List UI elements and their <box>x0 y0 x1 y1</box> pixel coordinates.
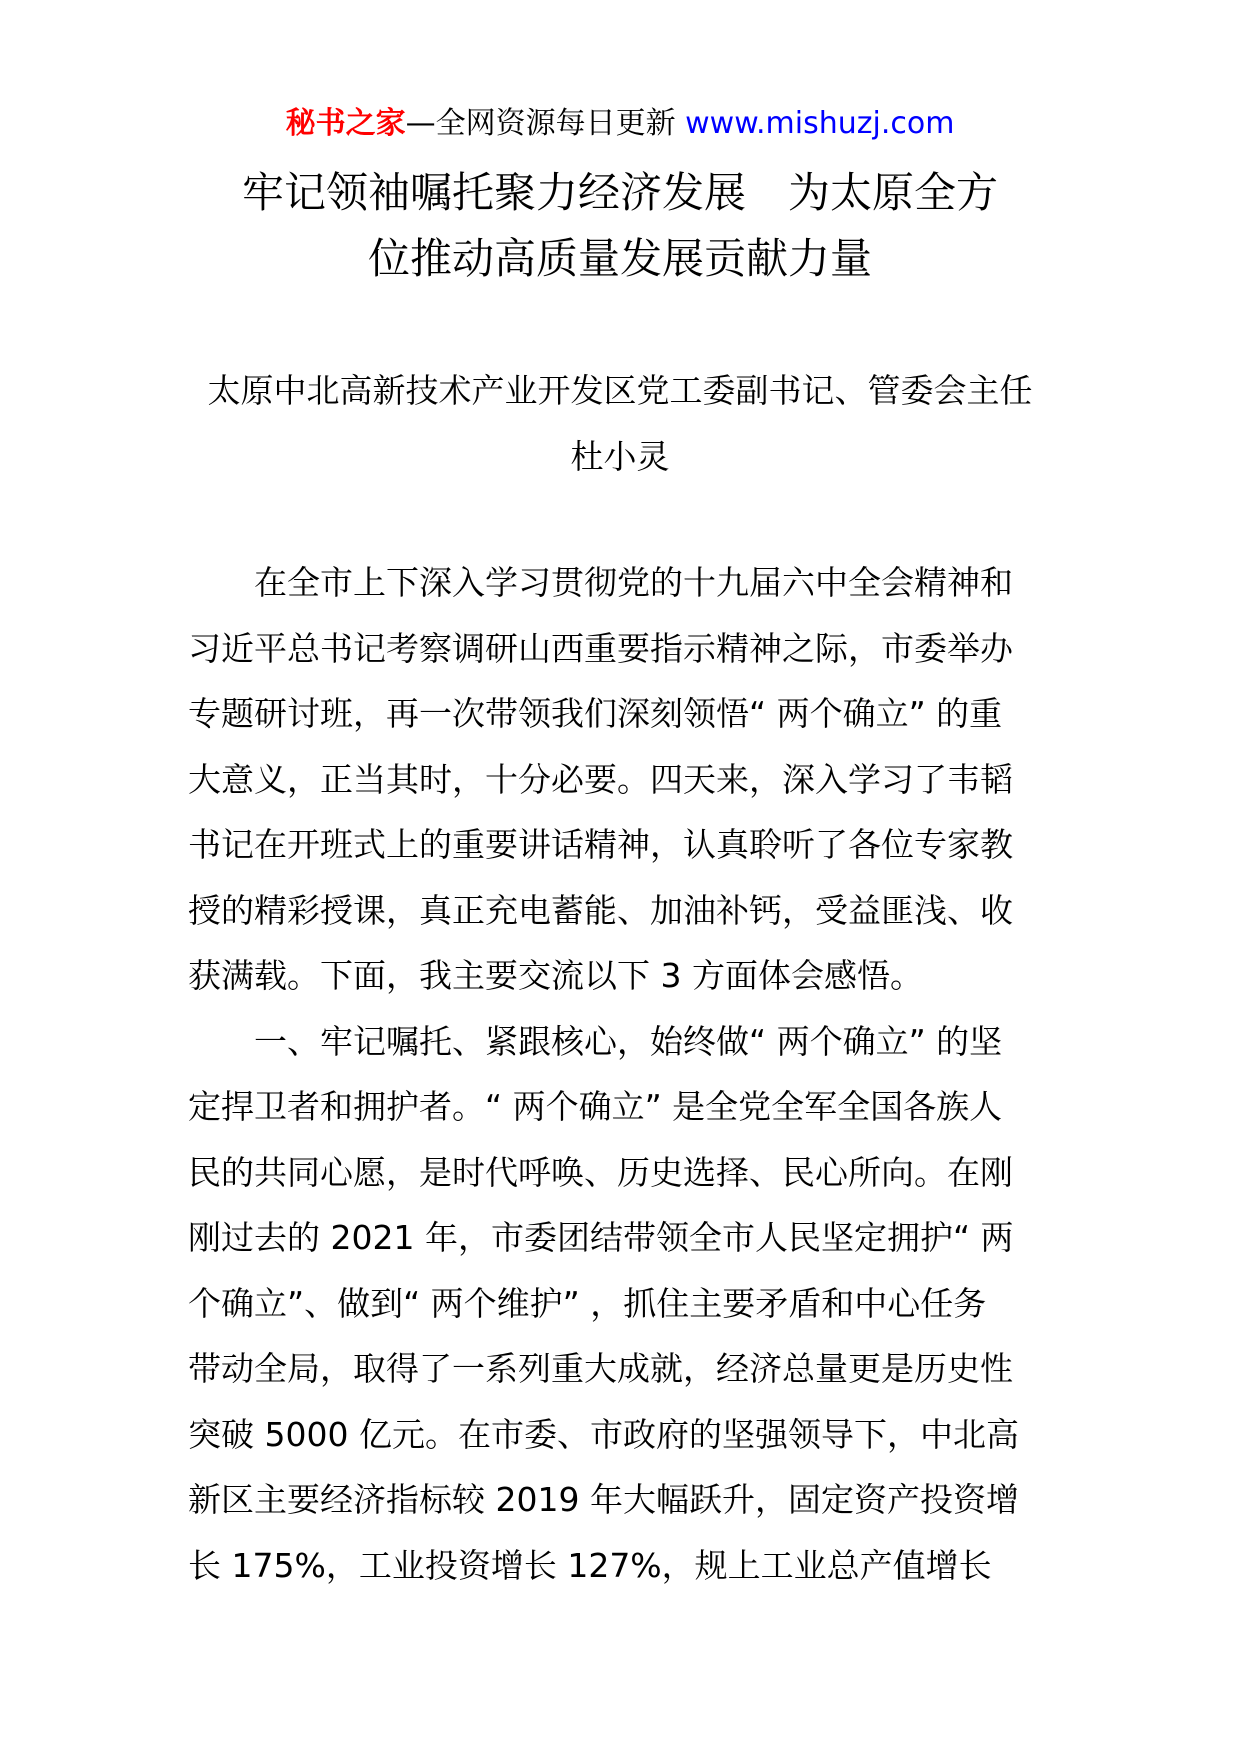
body-line: 个确立”、做到“ 两个维护” ，抓住主要矛盾和中心任务 <box>188 1283 987 1323</box>
body-line: 新区主要经济指标较 2019 年大幅跃升，固定资产投资增 <box>188 1480 1019 1519</box>
author-position: 太原中北高新技术产业开发区党工委副书记、管委会主任 <box>207 371 1033 410</box>
author-block <box>150 358 1090 490</box>
body-line: 专题研讨班，再一次带领我们深刻领悟“ 两个确立” 的重 <box>188 694 1003 733</box>
brand-name: 秘书之家 <box>285 106 406 141</box>
document-title <box>150 160 1090 292</box>
body-line: 定捍卫者和拥护者。“ 两个确立” 是全党全军全国各族人 <box>188 1087 1003 1126</box>
title-line-2: 位推动高质量发展贡献力量 <box>367 234 872 283</box>
body-line: 长 175%，工业投资增长 127%，规上工业总产值增长 <box>188 1545 992 1585</box>
header-url-link[interactable]: www.mishuzj.com <box>685 106 955 141</box>
header-tagline: —全网资源每日更新 <box>405 106 676 141</box>
body-line: 大意义，正当其时，十分必要。四天来，深入学习了韦韬 <box>188 759 1013 799</box>
body-line: 民的共同心愿，是时代呼唤、历史选择、民心所向。在刚 <box>188 1152 1013 1192</box>
author-name: 杜小灵 <box>570 437 670 476</box>
body-line: 授的精彩授课，真正充电蓄能、加油补钙，受益匪浅、收 <box>188 890 1013 930</box>
body-line: 获满载。下面，我主要交流以下 3 方面体会感悟。 <box>188 956 923 995</box>
body-line: 突破 5000 亿元。在市委、市政府的坚强领导下，中北高 <box>188 1414 1019 1454</box>
body-line: 一、牢记嘱托、紧跟核心，始终做“ 两个确立” 的坚 <box>254 1021 1003 1061</box>
body-line: 习近平总书记考察调研山西重要指示精神之际，市委举办 <box>188 628 1013 668</box>
body-line: 带动全局，取得了一系列重大成就，经济总量更是历史性 <box>188 1349 1013 1388</box>
body-line: 在全市上下深入学习贯彻党的十九届六中全会精神和 <box>254 563 1013 602</box>
body-line: 书记在开班式上的重要讲话精神，认真聆听了各位专家教 <box>188 825 1013 864</box>
body-text <box>188 550 1058 1598</box>
body-line: 刚过去的 2021 年，市委团结带领全市人民坚定拥护“ 两 <box>188 1218 1014 1257</box>
title-line-1: 牢记领袖嘱托聚力经济发展 为太原全方 <box>241 168 998 217</box>
source-header <box>0 100 1240 148</box>
